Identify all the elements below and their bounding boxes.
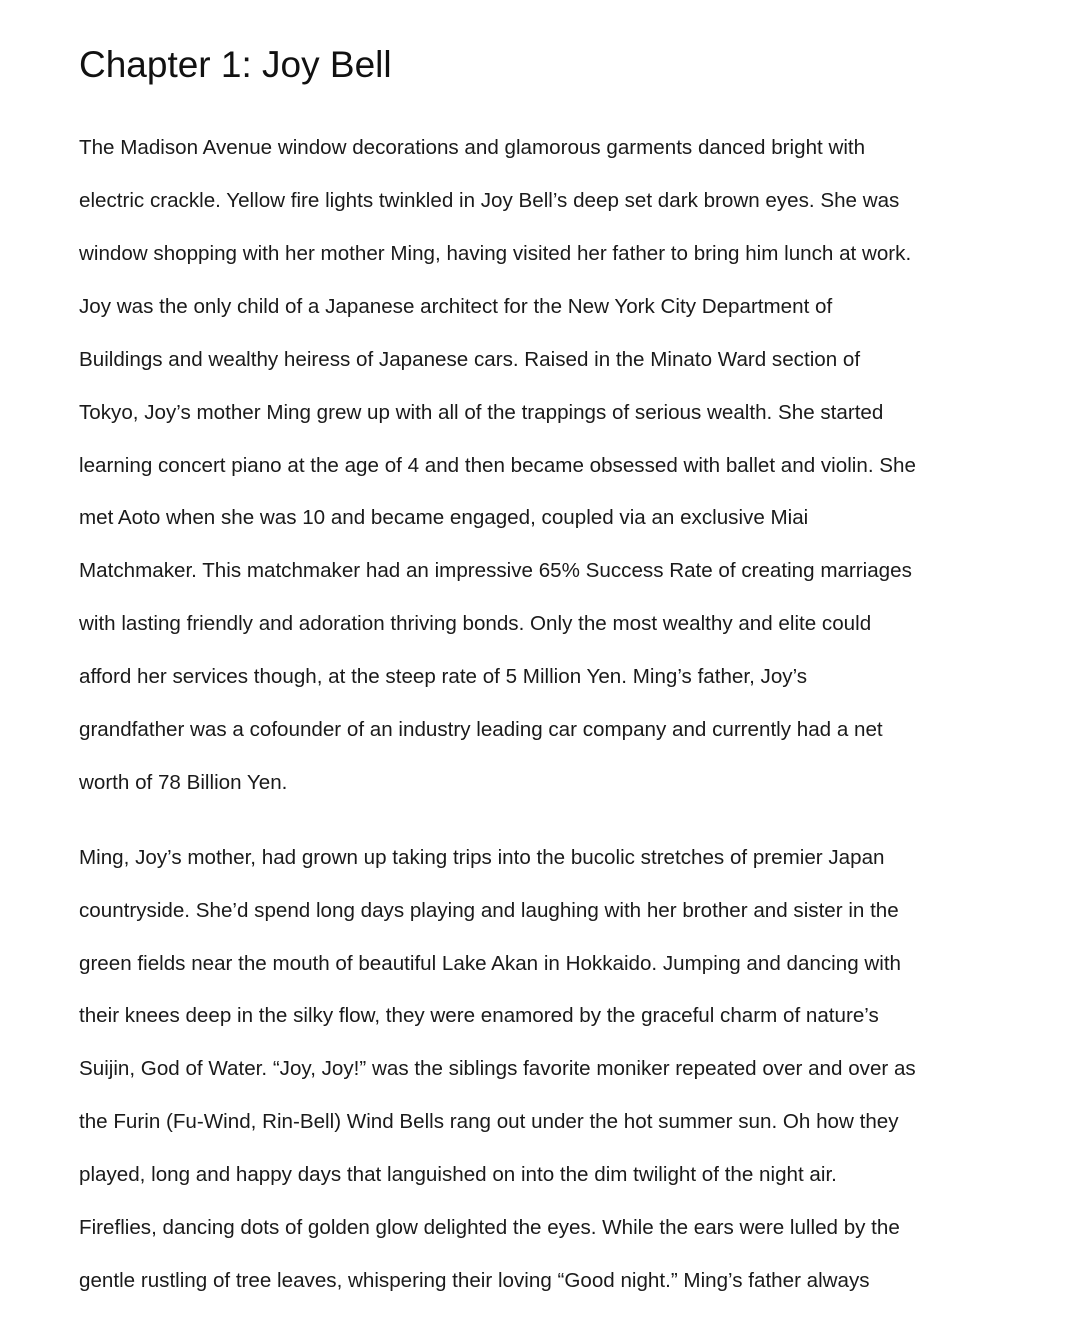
chapter-title: Chapter 1: Joy Bell (79, 44, 392, 85)
paragraph-line: gentle rustling of tree leaves, whispering their loving “Good night.” Ming’s father always (79, 1269, 870, 1292)
paragraph-line: met Aoto when she was 10 and became engaged, coupled via an exclusive Miai (79, 506, 809, 529)
paragraph-line: grandfather was a cofounder of an industry leading car company and currently had a net (79, 718, 883, 741)
paragraph-line: Suijin, God of Water. “Joy, Joy!” was the siblings favorite moniker repeated over and over as (79, 1057, 916, 1080)
paragraph-line: worth of 78 Billion Yen. (79, 771, 288, 794)
paragraph-line: Fireflies, dancing dots of golden glow delighted the eyes. While the ears were lulled by the (79, 1216, 900, 1239)
paragraph-line: green fields near the mouth of beautiful Lake Akan in Hokkaido. Jumping and dancing with (79, 952, 901, 975)
paragraph-line: Joy was the only child of a Japanese architect for the New York City Department of (79, 295, 833, 318)
paragraph-line: countryside. She’d spend long days playing and laughing with her brother and sister in the (79, 899, 899, 922)
paragraph-line: their knees deep in the silky flow, they were enamored by the graceful charm of nature’s (79, 1004, 879, 1027)
paragraph-line: afford her services though, at the steep rate of 5 Million Yen. Ming’s father, Joy’s (79, 665, 808, 688)
paragraph-line: the Furin (Fu-Wind, Rin-Bell) Wind Bells rang out under the hot summer sun. Oh how they (79, 1110, 899, 1133)
paragraph-line: The Madison Avenue window decorations and glamorous garments danced bright with (79, 136, 866, 159)
paragraph-line: Tokyo, Joy’s mother Ming grew up with all of the trappings of serious wealth. She started (79, 401, 884, 424)
paragraph-line: window shopping with her mother Ming, having visited her father to bring him lunch at work. (79, 242, 912, 265)
paragraph-line: learning concert piano at the age of 4 and then became obsessed with ballet and violin. She (79, 454, 916, 477)
paragraph-line: with lasting friendly and adoration thriving bonds. Only the most wealthy and elite could (79, 612, 872, 635)
paragraph-line: Matchmaker. This matchmaker had an impressive 65% Success Rate of creating marriages (79, 559, 912, 582)
paragraph-line: Buildings and wealthy heiress of Japanese cars. Raised in the Minato Ward section of (79, 348, 861, 371)
paragraph-line: played, long and happy days that languished on into the dim twilight of the night air. (79, 1163, 837, 1186)
paragraph-line: Ming, Joy’s mother, had grown up taking trips into the bucolic stretches of premier Japan (79, 846, 885, 869)
paragraph-line: electric crackle. Yellow fire lights twinkled in Joy Bell’s deep set dark brown eyes. She was (79, 189, 900, 212)
